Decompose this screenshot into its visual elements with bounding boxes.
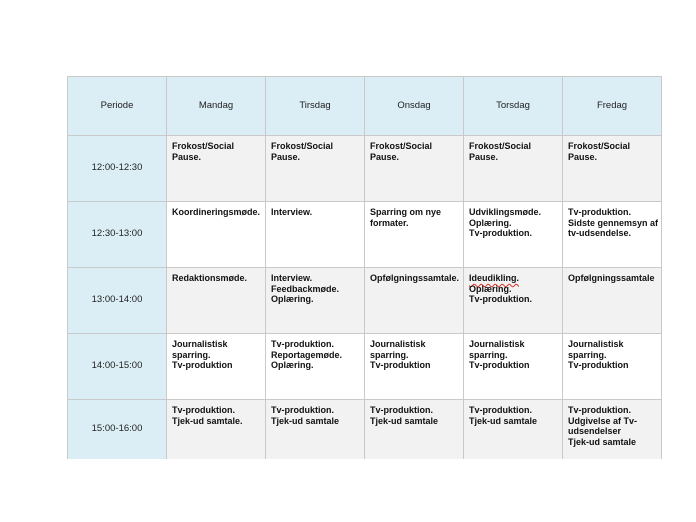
activity-line: [568, 207, 657, 218]
activity-text: Tv-produktion: [370, 360, 431, 370]
activity-line: [271, 152, 360, 163]
activity-line: [568, 218, 657, 229]
activity-line: [370, 207, 459, 218]
activity-line: [568, 416, 657, 427]
activity-line: [469, 339, 558, 350]
schedule-cell-wednesday: [365, 136, 464, 202]
activity-line: [469, 228, 558, 239]
activity-line: [370, 273, 459, 284]
activity-line: [469, 294, 558, 305]
activity-line: [469, 360, 558, 371]
activity-line: [172, 273, 261, 284]
activity-line: [370, 405, 459, 416]
activity-text: Pause.: [370, 151, 400, 162]
schedule-cell-friday: [563, 202, 662, 268]
period-cell: 14:00-15:00: [68, 334, 167, 400]
activity-text: Tjek-ud samtale: [568, 436, 637, 447]
period-cell: 12:30-13:00: [68, 202, 167, 268]
activity-text: Journalistisk: [568, 339, 624, 349]
activity-line: [568, 152, 657, 163]
schedule-cell-tuesday: [266, 334, 365, 400]
period-cell: 13:00-14:00: [68, 268, 167, 334]
activity-text: Frokost/Social: [271, 141, 334, 151]
activity-text: Tv-produktion.: [568, 207, 631, 217]
activity-line: [370, 416, 459, 427]
activity-text: Oplæring.: [469, 283, 512, 294]
table-row: [68, 268, 662, 334]
activity-line: [469, 218, 558, 229]
column-header-thursday: Torsdag: [464, 77, 563, 136]
activity-text: Frokost/Social: [172, 141, 235, 151]
schedule-cell-wednesday: [365, 268, 464, 334]
activity-text: Sidste gennemsyn af: [568, 217, 659, 228]
table-row: [68, 202, 662, 268]
activity-text: Interview.: [271, 207, 313, 217]
schedule-cell-monday: [167, 334, 266, 400]
activity-text: Tv-produktion.: [172, 405, 235, 415]
activity-line: [469, 141, 558, 152]
table-row: [68, 136, 662, 202]
activity-text: Tv-produktion: [172, 360, 233, 370]
activity-text: Journalistisk: [469, 339, 525, 349]
activity-text: Tv-produktion: [568, 360, 629, 370]
activity-text: Oplæring.: [271, 360, 314, 370]
activity-line: [568, 228, 657, 239]
column-header-wednesday: Onsdag: [365, 77, 464, 136]
table-row: [68, 334, 662, 400]
activity-line: [568, 405, 657, 416]
schedule-cell-friday: [563, 268, 662, 334]
schedule-cell-wednesday: [365, 334, 464, 400]
activity-line: [271, 273, 360, 284]
activity-text: sparring.: [370, 349, 409, 360]
activity-line: [172, 416, 261, 427]
schedule-cell-wednesday: [365, 400, 464, 460]
activity-text: tv-udsendelse.: [568, 228, 632, 238]
activity-line: [271, 350, 360, 361]
schedule-body: [68, 136, 662, 460]
activity-line: [469, 405, 558, 416]
schedule-cell-thursday: [464, 400, 563, 460]
activity-line: [172, 405, 261, 416]
activity-text: Frokost/Social: [370, 141, 433, 151]
activity-line: [370, 350, 459, 361]
activity-text: Frokost/Social: [469, 141, 532, 151]
table-row: [68, 400, 662, 460]
activity-text: sparring.: [568, 349, 607, 360]
activity-text: Oplæring.: [271, 294, 314, 304]
activity-line: [568, 437, 657, 448]
activity-text: Sparring om nye: [370, 207, 442, 217]
activity-line: [568, 350, 657, 361]
activity-text: Tjek-ud samtale: [469, 415, 538, 426]
schedule-cell-friday: [563, 334, 662, 400]
schedule-cell-thursday: [464, 268, 563, 334]
activity-text: Udgivelse af Tv-: [568, 415, 638, 426]
activity-line: [271, 360, 360, 371]
activity-text: Tv-produktion.: [469, 228, 532, 238]
schedule-cell-monday: [167, 400, 266, 460]
activity-line: [568, 273, 657, 284]
activity-line: [271, 405, 360, 416]
header-row: [68, 77, 662, 136]
activity-line: [271, 294, 360, 305]
activity-text: Tv-produktion.: [370, 405, 433, 415]
activity-line: [568, 360, 657, 371]
schedule-cell-friday: [563, 136, 662, 202]
schedule-cell-monday: [167, 202, 266, 268]
activity-text: Oplæring.: [469, 217, 512, 228]
activity-text: Tv-produktion.: [271, 339, 334, 349]
activity-text: Journalistisk: [370, 339, 426, 349]
activity-text: Opfølgningssamtale.: [370, 273, 460, 283]
activity-line: [568, 339, 657, 350]
activity-line: [469, 416, 558, 427]
activity-text: Tjek-ud samtale: [271, 415, 340, 426]
activity-line: [370, 339, 459, 350]
activity-line: [469, 273, 558, 284]
activity-text: Udviklingsmøde.: [469, 207, 542, 217]
activity-line: [271, 207, 360, 218]
activity-text: Journalistisk: [172, 339, 228, 349]
schedule-cell-thursday: [464, 334, 563, 400]
activity-text: Pause.: [469, 151, 499, 162]
schedule-cell-tuesday: [266, 400, 365, 460]
schedule-cell-tuesday: [266, 268, 365, 334]
activity-text: Tv-produktion.: [568, 405, 631, 415]
activity-text: Redaktionsmøde.: [172, 273, 248, 283]
activity-line: [469, 207, 558, 218]
period-cell: 12:00-12:30: [68, 136, 167, 202]
activity-line: [172, 152, 261, 163]
activity-text: Tv-produktion.: [271, 405, 334, 415]
schedule-cell-wednesday: [365, 202, 464, 268]
activity-text: Pause.: [172, 151, 202, 162]
activity-text: Reportagemøde.: [271, 349, 343, 360]
activity-text: Feedbackmøde.: [271, 283, 340, 294]
activity-text: sparring.: [469, 349, 508, 360]
activity-line: [370, 218, 459, 229]
activity-line: [172, 207, 261, 218]
activity-text: Frokost/Social: [568, 141, 631, 151]
activity-line: [469, 284, 558, 295]
column-header-period: Periode: [68, 77, 167, 136]
activity-line: [568, 426, 657, 437]
activity-text: Ideudikling.: [469, 273, 520, 283]
activity-line: [172, 360, 261, 371]
activity-text: formater.: [370, 217, 409, 228]
column-header-tuesday: Tirsdag: [266, 77, 365, 136]
activity-line: [271, 416, 360, 427]
activity-text: Opfølgningssamtale: [568, 273, 655, 283]
activity-line: [370, 360, 459, 371]
activity-line: [172, 350, 261, 361]
period-cell: 15:00-16:00: [68, 400, 167, 460]
activity-line: [568, 141, 657, 152]
column-header-friday: Fredag: [563, 77, 662, 136]
weekly-schedule-table: [67, 76, 662, 459]
activity-line: [469, 350, 558, 361]
activity-text: Tv-produktion: [469, 360, 530, 370]
schedule-cell-thursday: [464, 136, 563, 202]
activity-line: [370, 152, 459, 163]
activity-text: sparring.: [172, 349, 211, 360]
schedule-cell-thursday: [464, 202, 563, 268]
activity-line: [271, 339, 360, 350]
activity-line: [172, 141, 261, 152]
activity-text: udsendelser: [568, 426, 622, 436]
activity-line: [172, 339, 261, 350]
activity-line: [271, 284, 360, 295]
activity-text: Tjek-ud samtale: [370, 415, 439, 426]
activity-text: Pause.: [271, 151, 301, 162]
schedule-cell-friday: [563, 400, 662, 460]
activity-line: [370, 141, 459, 152]
activity-text: Tjek-ud samtale.: [172, 415, 243, 426]
activity-text: Interview.: [271, 273, 313, 283]
schedule-cell-monday: [167, 268, 266, 334]
activity-text: Pause.: [568, 151, 598, 162]
activity-text: Tv-produktion.: [469, 294, 532, 304]
activity-text: Koordineringsmøde.: [172, 207, 261, 217]
activity-line: [469, 152, 558, 163]
schedule-cell-monday: [167, 136, 266, 202]
activity-line: [271, 141, 360, 152]
column-header-monday: Mandag: [167, 77, 266, 136]
schedule-cell-tuesday: [266, 202, 365, 268]
schedule-cell-tuesday: [266, 136, 365, 202]
activity-text: Tv-produktion.: [469, 405, 532, 415]
